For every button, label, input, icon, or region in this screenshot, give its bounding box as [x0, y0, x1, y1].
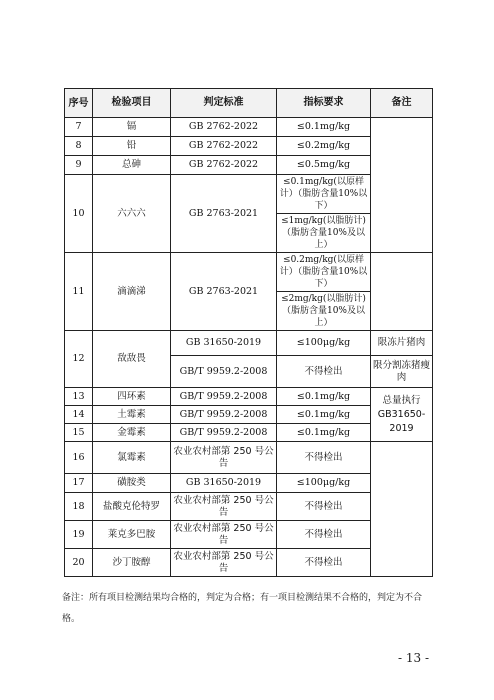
standard: 农业农村部第 250 号公告: [171, 493, 277, 521]
row-number: 10: [65, 175, 93, 253]
item-name: 磺胺类: [93, 474, 171, 493]
item-name: 莱克多巴胺: [93, 521, 171, 549]
requirement: ≤0.1mg/kg: [277, 424, 371, 442]
item-name: 盐酸克伦特罗: [93, 493, 171, 521]
table-row: [65, 253, 433, 292]
header-requirement: 指标要求: [277, 89, 371, 118]
item-name: 总砷: [93, 156, 171, 175]
item-name: 镉: [93, 118, 171, 137]
row-number: 20: [65, 549, 93, 577]
row-number: 7: [65, 118, 93, 137]
page-number: - 13 -: [398, 651, 430, 665]
row-number: 13: [65, 388, 93, 406]
standard: 农业农村部第 250 号公告: [171, 442, 277, 474]
row-number: 15: [65, 424, 93, 442]
table-row: [65, 388, 433, 406]
item-name: 氯霉素: [93, 442, 171, 474]
table-row: [65, 331, 433, 356]
header-item: 检验项目: [93, 89, 171, 118]
requirement: ≤100μg/kg: [277, 331, 371, 356]
requirement: 不得检出: [277, 549, 371, 577]
item-name: 金霉素: [93, 424, 171, 442]
standard: GB/T 9959.2-2008: [171, 388, 277, 406]
standard: GB/T 9959.2-2008: [171, 406, 277, 424]
requirement: ≤0.1mg/kg(以原样计）（脂肪含量10%以下）: [277, 175, 371, 214]
standard: GB 31650-2019: [171, 474, 277, 493]
row-number: 18: [65, 493, 93, 521]
requirement: 不得检出: [277, 442, 371, 474]
requirement: ≤0.1mg/kg: [277, 406, 371, 424]
note-empty: [371, 442, 433, 577]
item-name: 土霉素: [93, 406, 171, 424]
note: 总量执行GB31650-2019: [371, 388, 433, 442]
row-number: 11: [65, 253, 93, 331]
remark-paragraph: 备注：所有项目检测结果均合格的，判定为合格；有一项目检测结果不合格的，判定为不合格。: [62, 593, 423, 624]
standard: GB 2763-2021: [171, 253, 277, 331]
row-number: 12: [65, 331, 93, 388]
row-number: 8: [65, 137, 93, 156]
requirement: ≤0.1mg/kg: [277, 118, 371, 137]
standard: GB 2762-2022: [171, 137, 277, 156]
item-name: 铅: [93, 137, 171, 156]
requirement: ≤0.5mg/kg: [277, 156, 371, 175]
header-serial: 序号: [65, 89, 93, 118]
standard: GB/T 9959.2-2008: [171, 424, 277, 442]
row-number: 9: [65, 156, 93, 175]
requirement: 不得检出: [277, 493, 371, 521]
row-number: 17: [65, 474, 93, 493]
note: 限冻片猪肉: [371, 331, 433, 356]
inspection-standards-table: [64, 88, 433, 577]
row-number: 16: [65, 442, 93, 474]
requirement: ≤2mg/kg(以脂肪计)（脂肪含量10%及以上）: [277, 292, 371, 331]
requirement: 不得检出: [277, 521, 371, 549]
item-name: 四环素: [93, 388, 171, 406]
row-number: 14: [65, 406, 93, 424]
table-header-row: [65, 89, 433, 118]
header-note: 备注: [371, 89, 433, 118]
standard: GB 2762-2022: [171, 156, 277, 175]
note-empty: [371, 253, 433, 331]
item-name: 滴滴涕: [93, 253, 171, 331]
requirement: ≤0.2mg/kg(以原样计）（脂肪含量10%以下）: [277, 253, 371, 292]
note-empty: [371, 118, 433, 253]
standard: GB/T 9959.2-2008: [171, 356, 277, 388]
standard: 农业农村部第 250 号公告: [171, 521, 277, 549]
standard: GB 2763-2021: [171, 175, 277, 253]
row-number: 19: [65, 521, 93, 549]
header-standard: 判定标准: [171, 89, 277, 118]
item-name: 敌敌畏: [93, 331, 171, 388]
requirement: ≤100μg/kg: [277, 474, 371, 493]
note: 限分割冻猪瘦肉: [371, 356, 433, 388]
requirement: ≤1mg/kg(以脂肪计)（脂肪含量10%及以上）: [277, 214, 371, 253]
table-row: [65, 442, 433, 474]
standard: 农业农村部第 250 号公告: [171, 549, 277, 577]
requirement: ≤0.2mg/kg: [277, 137, 371, 156]
standard: GB 2762-2022: [171, 118, 277, 137]
standard: GB 31650-2019: [171, 331, 277, 356]
requirement: 不得检出: [277, 356, 371, 388]
table-row: [65, 118, 433, 137]
item-name: 六六六: [93, 175, 171, 253]
item-name: 沙丁胺醇: [93, 549, 171, 577]
requirement: ≤0.1mg/kg: [277, 388, 371, 406]
